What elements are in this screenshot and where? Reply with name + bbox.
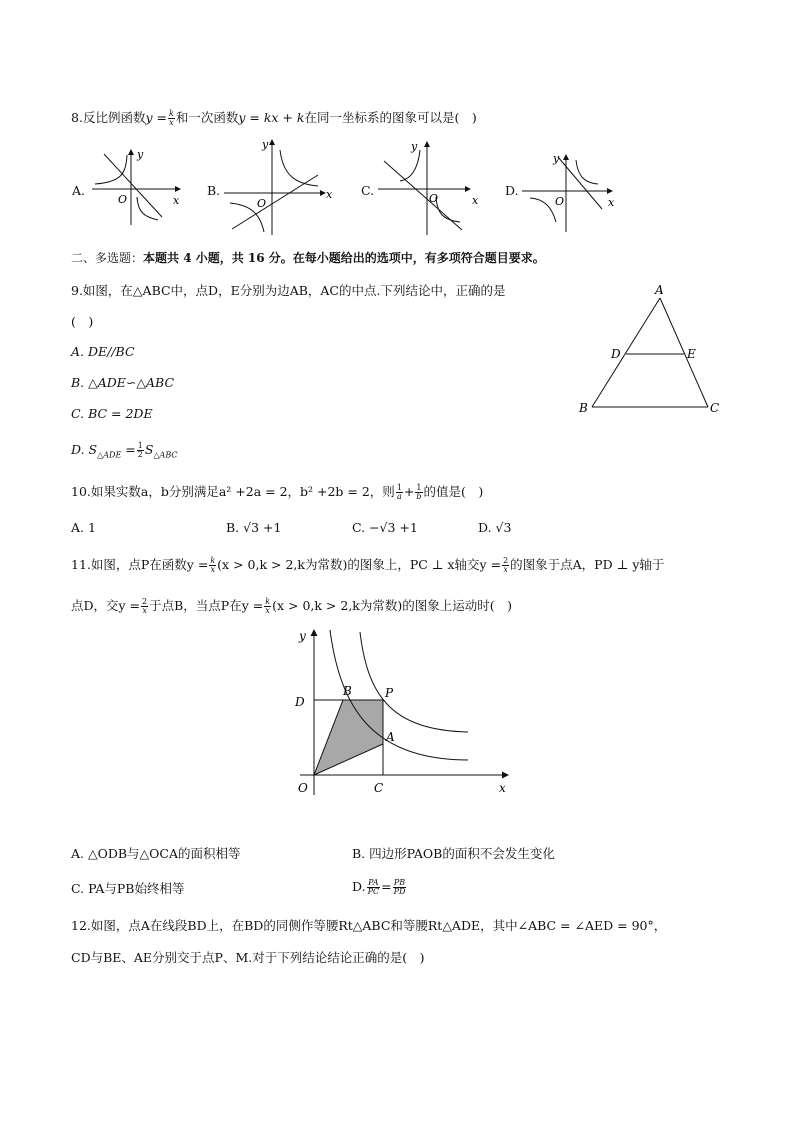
q8-option-b-label[interactable]: B. bbox=[207, 183, 221, 198]
q10-fraction-1-over-a bbox=[396, 484, 403, 501]
q8-a-origin: O bbox=[118, 193, 128, 206]
q10-f1-num: 1 bbox=[396, 483, 402, 492]
q8-c-origin: O bbox=[429, 192, 439, 205]
q10-stem bbox=[71, 484, 483, 501]
q11-l1-a: 11.如图，点P在函数y = bbox=[71, 557, 209, 572]
q8-b-axis-x: x bbox=[326, 188, 333, 201]
q9-fig-label-c: C bbox=[710, 401, 720, 415]
q11-fig-d: D bbox=[295, 695, 305, 709]
q11-frac3-num: 2 bbox=[142, 597, 148, 606]
q8-frac-den: x bbox=[169, 118, 174, 127]
q11-stem-line-2 bbox=[71, 598, 512, 615]
q11-frac2-num: 2 bbox=[503, 556, 509, 565]
q10-text-post: 的值是( ) bbox=[423, 484, 484, 499]
q9-fig-label-d: D bbox=[611, 347, 621, 361]
q10-f1-den: a bbox=[396, 492, 402, 501]
q9-d-num: 1 bbox=[137, 441, 143, 450]
q8-graph-d bbox=[522, 155, 612, 232]
q8-d-axis-x: x bbox=[608, 196, 615, 209]
q9-option-d[interactable] bbox=[71, 442, 177, 464]
q10-option-c[interactable]: C. −√3 +1 bbox=[352, 520, 418, 535]
q11-frac-2-over-x bbox=[502, 557, 509, 574]
q10-text-pre: 10.如果实数a，b分别满足a² +2a = 2，b² +2b = 2，则 bbox=[71, 484, 395, 499]
q8-a-axis-y: y bbox=[137, 148, 144, 161]
q11-d-d2: PD bbox=[393, 887, 406, 896]
q9-option-a[interactable]: A. DE//BC bbox=[71, 344, 135, 359]
q10-f2-den: b bbox=[416, 492, 422, 501]
q11-d-n1: PA bbox=[368, 878, 379, 887]
q11-frac4-num: k bbox=[265, 597, 271, 606]
q9-paren: ( ) bbox=[71, 314, 94, 329]
q9-fig-label-a: A bbox=[655, 283, 664, 297]
q10-fraction-1-over-b bbox=[415, 484, 422, 501]
q11-option-a[interactable]: A. △ODB与△OCA的面积相等 bbox=[71, 846, 241, 861]
q9-d-eq: = bbox=[121, 442, 136, 457]
q8-graphs bbox=[0, 0, 794, 260]
q11-fig-y: y bbox=[299, 629, 306, 643]
q8-text-post: 在同一坐标系的图象可以是( ) bbox=[304, 110, 477, 125]
q8-graph-c bbox=[378, 142, 470, 235]
q9-triangle-figure bbox=[570, 280, 730, 420]
q8-graph-b bbox=[224, 140, 325, 235]
q11-frac-k-over-x bbox=[209, 557, 216, 574]
q11-fig-a: A bbox=[386, 730, 395, 744]
q12-stem-line-2: CD与BE、AE分别交于点P、M.对于下列结论结论正确的是( ) bbox=[71, 950, 425, 965]
q9-d-s2: S bbox=[144, 442, 154, 457]
q11-frac-den: x bbox=[210, 565, 215, 574]
q8-option-a-label[interactable]: A. bbox=[72, 183, 86, 198]
q11-d-frac-pa-pc bbox=[367, 879, 381, 896]
q11-d-d1: PC bbox=[367, 887, 380, 896]
q11-frac2-den: x bbox=[503, 565, 508, 574]
q8-b-origin: O bbox=[257, 197, 267, 210]
q11-fig-b: B bbox=[343, 684, 352, 698]
q11-figure bbox=[280, 620, 520, 800]
q11-fig-o: O bbox=[298, 781, 308, 795]
q9-d-sub2: △ABC bbox=[153, 450, 178, 460]
q11-frac4-den: x bbox=[265, 606, 270, 615]
q11-d-n2: PB bbox=[393, 878, 406, 887]
q9-fig-label-b: B bbox=[579, 401, 588, 415]
section-2-heading bbox=[71, 250, 545, 266]
q11-shaded-quadrilateral bbox=[314, 700, 383, 775]
q11-stem-line-1 bbox=[71, 557, 664, 574]
q12-stem-line-1: 12.如图，点A在线段BD上，在BD的同侧作等腰Rt△ABC和等腰Rt△ADE，其中∠ABC = ∠AED = 90°， bbox=[71, 918, 667, 933]
q9-option-c[interactable]: C. BC = 2DE bbox=[71, 406, 153, 421]
q11-l2-b: 于点B，当点P在y = bbox=[149, 598, 264, 613]
q8-b-axis-y: y bbox=[262, 138, 269, 151]
q9-d-sub1: △ADE bbox=[97, 450, 122, 460]
q11-fig-c: C bbox=[374, 781, 384, 795]
q9-fig-label-e: E bbox=[687, 347, 696, 361]
q10-f2-num: 1 bbox=[416, 483, 422, 492]
q9-d-den: 2 bbox=[137, 450, 143, 459]
q11-l2-a: 点D，交y = bbox=[71, 598, 141, 613]
q9-d-fraction bbox=[137, 442, 144, 459]
q10-option-d[interactable]: D. √3 bbox=[478, 520, 512, 535]
q8-text-pre: 反比例函数 bbox=[82, 110, 146, 125]
section-2-title: 二、多选题： bbox=[71, 251, 144, 265]
q11-fig-p: P bbox=[385, 686, 394, 700]
q8-formula-1-lhs: y = bbox=[145, 110, 167, 125]
q9-d-s: D. S bbox=[71, 442, 98, 457]
q8-graph-a bbox=[92, 150, 180, 225]
q11-fig-x: x bbox=[499, 781, 506, 795]
q11-frac-k-over-x-b bbox=[264, 598, 271, 615]
q11-l2-c: (x > 0,k > 2,k为常数)的图象上运动时( ) bbox=[272, 598, 512, 613]
q11-option-b[interactable]: B. 四边形PAOB的面积不会发生变化 bbox=[352, 846, 555, 861]
section-2-instructions: 本题共 4 小题，共 16 分。在每小题给出的选项中，有多项符合题目要求。 bbox=[143, 251, 545, 265]
q8-frac-num: k bbox=[168, 109, 174, 118]
q8-text-mid: 和一次函数 bbox=[175, 110, 239, 125]
q11-frac-2-over-x-b bbox=[141, 598, 148, 615]
q11-frac3-den: x bbox=[142, 606, 147, 615]
q9-stem: 9.如图，在△ABC中，点D，E分别为边AB，AC的中点.下列结论中，正确的是 bbox=[71, 283, 506, 298]
q11-l1-c: 的图象于点A，PD ⊥ y轴于 bbox=[510, 557, 665, 572]
q11-d-label: D. bbox=[352, 879, 366, 894]
q8-number: 8. bbox=[71, 110, 83, 125]
q9-option-b[interactable]: B. △ADE∽△ABC bbox=[71, 375, 175, 390]
q8-option-d-label[interactable]: D. bbox=[505, 183, 519, 198]
q8-formula-2: y = kx + k bbox=[238, 110, 305, 125]
q8-c-axis-y: y bbox=[411, 140, 418, 153]
q8-option-c-label[interactable]: C. bbox=[361, 183, 375, 198]
q11-option-d[interactable] bbox=[352, 879, 407, 896]
q11-frac-num: k bbox=[210, 556, 216, 565]
q8-c-axis-x: x bbox=[472, 194, 479, 207]
q10-option-b[interactable]: B. √3 +1 bbox=[226, 520, 282, 535]
q8-a-axis-x: x bbox=[173, 194, 180, 207]
q8-d-origin: O bbox=[555, 195, 565, 208]
q10-option-a[interactable]: A. 1 bbox=[71, 520, 96, 535]
q11-d-frac-pb-pd bbox=[393, 879, 407, 896]
q11-d-eq: = bbox=[381, 879, 392, 894]
q10-plus: + bbox=[403, 484, 415, 499]
q11-l1-b: (x > 0,k > 2,k为常数)的图象上，PC ⊥ x轴交y = bbox=[217, 557, 502, 572]
q11-option-c[interactable]: C. PA与PB始终相等 bbox=[71, 881, 185, 896]
q8-d-axis-y: y bbox=[553, 152, 560, 165]
